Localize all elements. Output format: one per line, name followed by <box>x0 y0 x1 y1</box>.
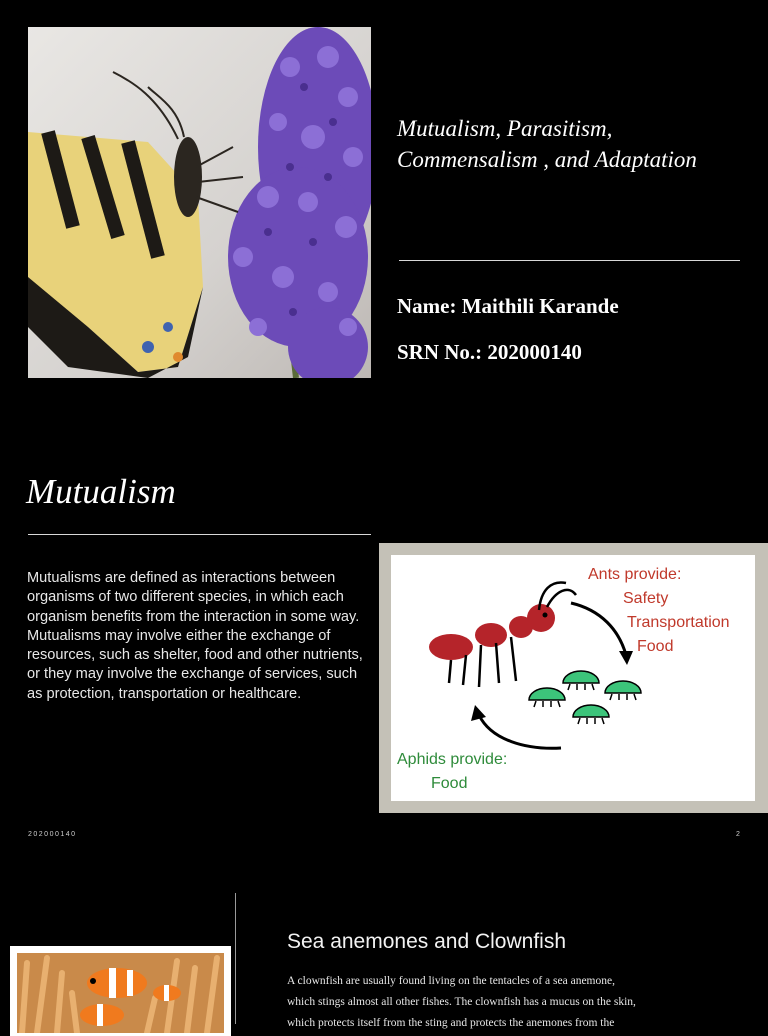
author-name: Name: Maithili Karande <box>397 294 619 318</box>
title-divider <box>399 260 740 261</box>
body-line-2: which stings almost all other fishes. The clownfish has a mucus on the skin, <box>287 996 636 1008</box>
srn-number: SRN No.: 202000140 <box>397 340 582 364</box>
aphids-item-food: Food <box>431 775 468 792</box>
aphid-icon <box>529 671 641 717</box>
mutualism-heading: Mutualism <box>26 472 176 511</box>
aphids-provide-title: Aphids provide: <box>397 751 508 768</box>
vertical-divider <box>235 893 236 1024</box>
page-number: 2 <box>736 831 740 838</box>
body-line-3: which protects itself from the sting and protects the anemones from the <box>287 1017 615 1029</box>
butterfly-photo <box>28 27 371 378</box>
footer-srn: 202000140 <box>28 831 77 838</box>
sea-anemone-heading: Sea anemones and Clownfish <box>287 930 567 953</box>
sea-anemone-body <box>287 971 687 1034</box>
mutualism-definition: Mutualisms are defined as interactions between organisms of two different species, in which each organism benefits from the interaction in some way. Mutualisms may involve either the exchange of resources, such as shelter, food and other nutrients, or they may involve the exchange of services, such as protection, transportation or healthcare. <box>27 570 363 702</box>
clownfish-photo <box>17 953 224 1033</box>
ants-provide-title: Ants provide: <box>588 566 682 583</box>
ant-icon <box>429 582 576 687</box>
ant-aphid-diagram <box>391 555 755 801</box>
ants-item-food: Food <box>637 638 674 655</box>
presentation-title <box>397 113 747 175</box>
title-line-1: Mutualism, Parasitism, <box>397 116 613 141</box>
body-line-1: A clownfish are usually found living on the tentacles of a sea anemone, <box>287 975 615 987</box>
heading-divider <box>28 534 371 535</box>
title-line-2: Commensalism , and Adaptation <box>397 147 697 172</box>
ants-item-transportation: Transportation <box>627 614 730 631</box>
ants-item-safety: Safety <box>623 590 669 607</box>
